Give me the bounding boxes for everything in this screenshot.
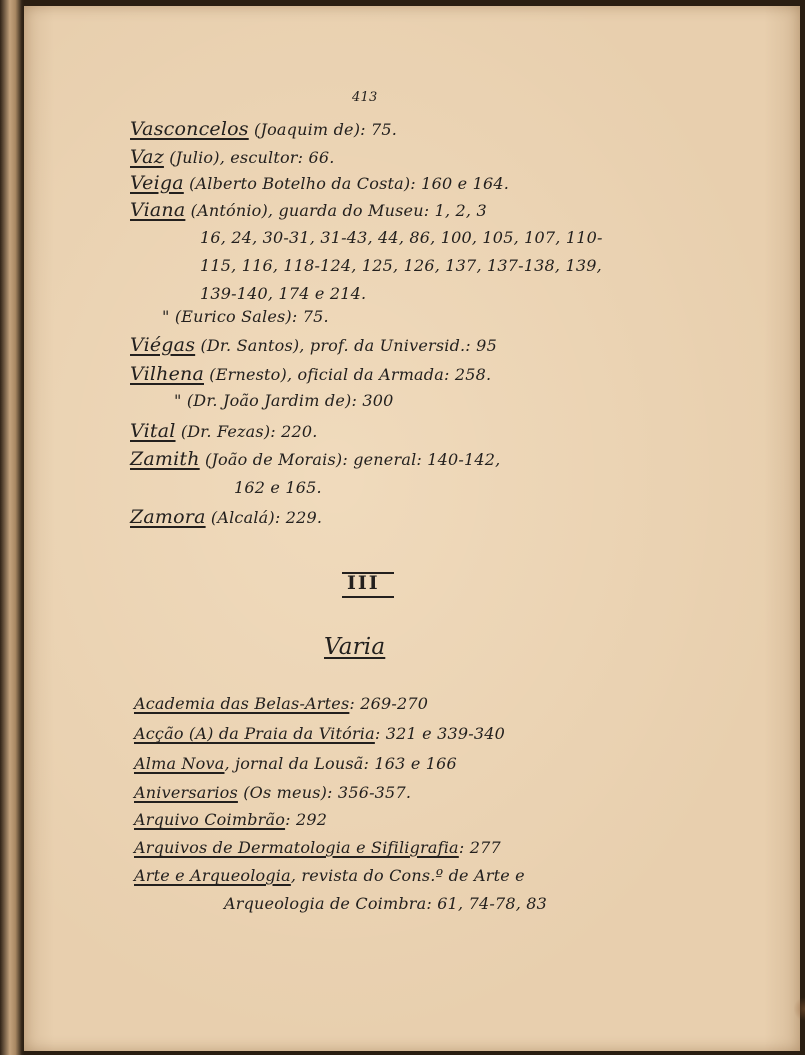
entry-details: " (Eurico Sales): 75. — [162, 307, 329, 326]
index-entry — [130, 363, 491, 385]
entry-details: : 292 — [285, 810, 328, 829]
section-title: Varia — [324, 634, 386, 660]
varia-entry — [134, 694, 428, 713]
index-entry — [130, 506, 322, 528]
index-continuation — [200, 256, 602, 275]
entry-details: (Alcalá): 229. — [210, 508, 323, 527]
section-number-rule-bottom — [342, 596, 394, 598]
entry-details: (Julio), escultor: 66. — [169, 148, 335, 167]
index-continuation — [200, 284, 366, 303]
entry-details: (Dr. Santos), prof. da Universid.: 95 — [200, 336, 497, 355]
entry-details: 115, 116, 118-124, 125, 126, 137, 137-138, 139, — [200, 256, 602, 275]
entry-name: Vital — [130, 420, 176, 442]
entry-details: (Dr. Fezas): 220. — [180, 422, 318, 441]
index-ditto-entry — [174, 391, 393, 410]
entry-name: Vasconcelos — [130, 118, 249, 140]
entry-details: : 321 e 339-340 — [374, 724, 505, 743]
entry-name: Viana — [130, 199, 186, 221]
entry-details: 162 e 165. — [234, 478, 322, 497]
index-entry — [130, 420, 318, 442]
section-number: III — [347, 572, 380, 594]
index-entry — [130, 448, 500, 470]
entry-details: (Joaquim de): 75. — [254, 120, 398, 139]
entry-name: Alma Nova — [134, 754, 225, 773]
entry-details: : 269-270 — [349, 694, 429, 713]
entry-details: Arqueologia de Coimbra: 61, 74-78, 83 — [224, 894, 548, 913]
varia-entry — [134, 724, 505, 743]
entry-details: (João de Morais): general: 140-142, — [205, 450, 501, 469]
varia-entry — [134, 866, 525, 885]
binding-edge — [0, 0, 22, 1055]
varia-entry — [134, 838, 501, 857]
entry-name: Zamora — [130, 506, 206, 528]
varia-entry — [134, 783, 411, 802]
index-continuation — [234, 478, 322, 497]
entry-name: Acção (A) da Praia da Vitória — [134, 724, 375, 743]
index-entry — [130, 172, 509, 194]
entry-name: Arquivo Coimbrão — [134, 810, 286, 829]
entry-name: Viégas — [130, 334, 196, 356]
varia-entry — [134, 810, 327, 829]
entry-details: " (Dr. João Jardim de): 300 — [174, 391, 394, 410]
entry-details: , revista do Cons.º de Arte e — [290, 866, 525, 885]
index-entry — [130, 334, 497, 356]
index-entry — [130, 146, 335, 168]
varia-continuation — [224, 894, 547, 913]
manuscript-page — [24, 6, 800, 1051]
page-number: 413 — [352, 90, 378, 105]
entry-name: Arquivos de Dermatologia e Sifiligrafia — [134, 838, 459, 857]
entry-details: (António), guarda do Museu: 1, 2, 3 — [190, 201, 487, 220]
index-entry — [130, 118, 397, 140]
paper-stain — [794, 996, 805, 1022]
entry-name: Veiga — [130, 172, 184, 194]
entry-name: Vaz — [130, 146, 164, 168]
index-ditto-entry — [162, 307, 329, 326]
entry-name: Vilhena — [130, 363, 204, 385]
entry-details: (Os meus): 356-357. — [243, 783, 412, 802]
entry-details: 16, 24, 30-31, 31-43, 44, 86, 100, 105, 107, 110- — [200, 228, 603, 247]
entry-details: 139-140, 174 e 214. — [200, 284, 367, 303]
entry-details: : 277 — [458, 838, 501, 857]
index-entry — [130, 199, 487, 221]
index-continuation — [200, 228, 603, 247]
entry-details: (Ernesto), oficial da Armada: 258. — [209, 365, 492, 384]
entry-details: (Alberto Botelho da Costa): 160 e 164. — [189, 174, 509, 193]
entry-name: Zamith — [130, 448, 200, 470]
entry-name: Arte e Arqueologia — [134, 866, 291, 885]
entry-details: , jornal da Lousã: 163 e 166 — [224, 754, 457, 773]
varia-entry — [134, 754, 457, 773]
entry-name: Academia das Belas-Artes — [134, 694, 350, 713]
entry-name: Aniversarios — [134, 783, 238, 802]
